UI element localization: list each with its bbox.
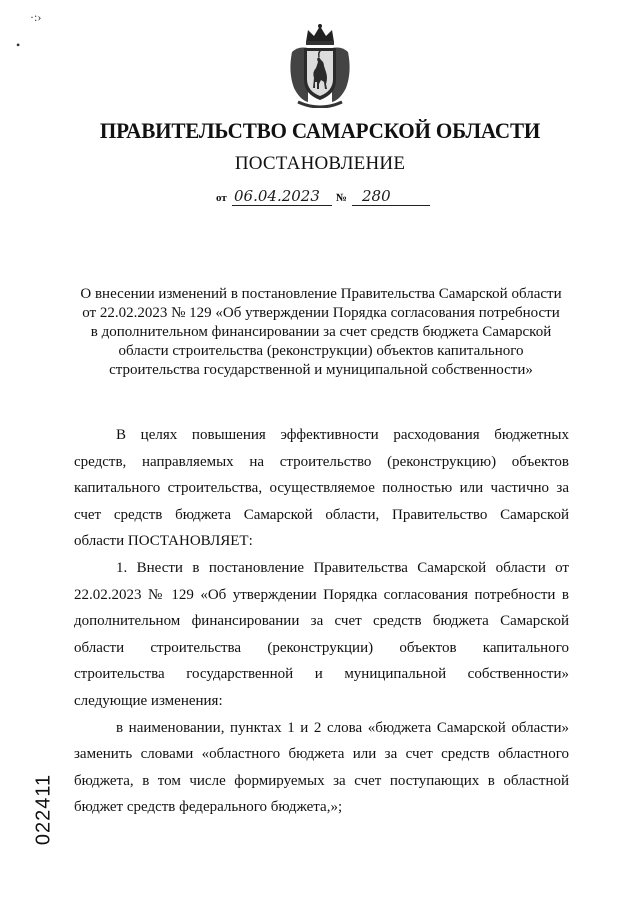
government-title: ПРАВИТЕЛЬСТВО САМАРСКОЙ ОБЛАСТИ — [99, 118, 541, 143]
subject-line: О внесении изменений в постановление Правительства Самарской области — [80, 286, 562, 302]
body-paragraph: в наименовании, пунктах 1 и 2 слова «бюджета Самарской области» заменить словами «областного бюджета или за счет средств областного бюджета, в том числе формируемых за счет поступающих в областной бюджет средств федерального бюджета,»; — [74, 719, 569, 816]
number-label: № — [336, 192, 348, 204]
date-label: от — [216, 192, 227, 204]
date-value: 06.04.2023 — [234, 187, 320, 205]
coat-of-arms-icon — [286, 22, 354, 108]
scan-mark: • — [16, 38, 21, 52]
document-subject — [66, 285, 576, 380]
body-paragraph: 1. Внести в постановление Правительства Самарской области от 22.02.2023 № 129 «Об утверждении Порядка согласования потребности в дополнительном финансировании за счет средств бюджета Самарской области строительства (реконструкции) объектов капитального строительства государственной и муниципальной собственности» следующие изменения: — [74, 559, 569, 709]
margin-number — [24, 760, 64, 860]
date-underline — [232, 205, 332, 206]
scan-mark: ·:› — [30, 10, 42, 24]
document-type: ПОСТАНОВЛЕНИЕ — [234, 153, 406, 174]
body-paragraph: В целях повышения эффективности расходования бюджетных средств, направляемых на строительство (реконструкцию) объектов капитального строительства, осуществляемое полностью или частично за счет средств бюджета Самарской области, Правительство Самарской области ПОСТАНОВЛЯЕТ: — [74, 427, 569, 550]
number-value: 280 — [362, 187, 391, 205]
subject-line: области строительства (реконструкции) объектов капитального — [118, 343, 524, 359]
subject-line: в дополнительном финансировании за счет средств бюджета Самарской — [90, 324, 552, 340]
number-underline — [352, 205, 430, 206]
subject-line: строительства государственной и муниципальной собственности» — [109, 362, 533, 378]
subject-line: от 22.02.2023 № 129 «Об утверждении Порядка согласования потребности — [82, 305, 560, 321]
date-number-line — [216, 186, 436, 208]
side-number-text: 022411 — [32, 773, 55, 846]
document-body — [74, 422, 569, 821]
